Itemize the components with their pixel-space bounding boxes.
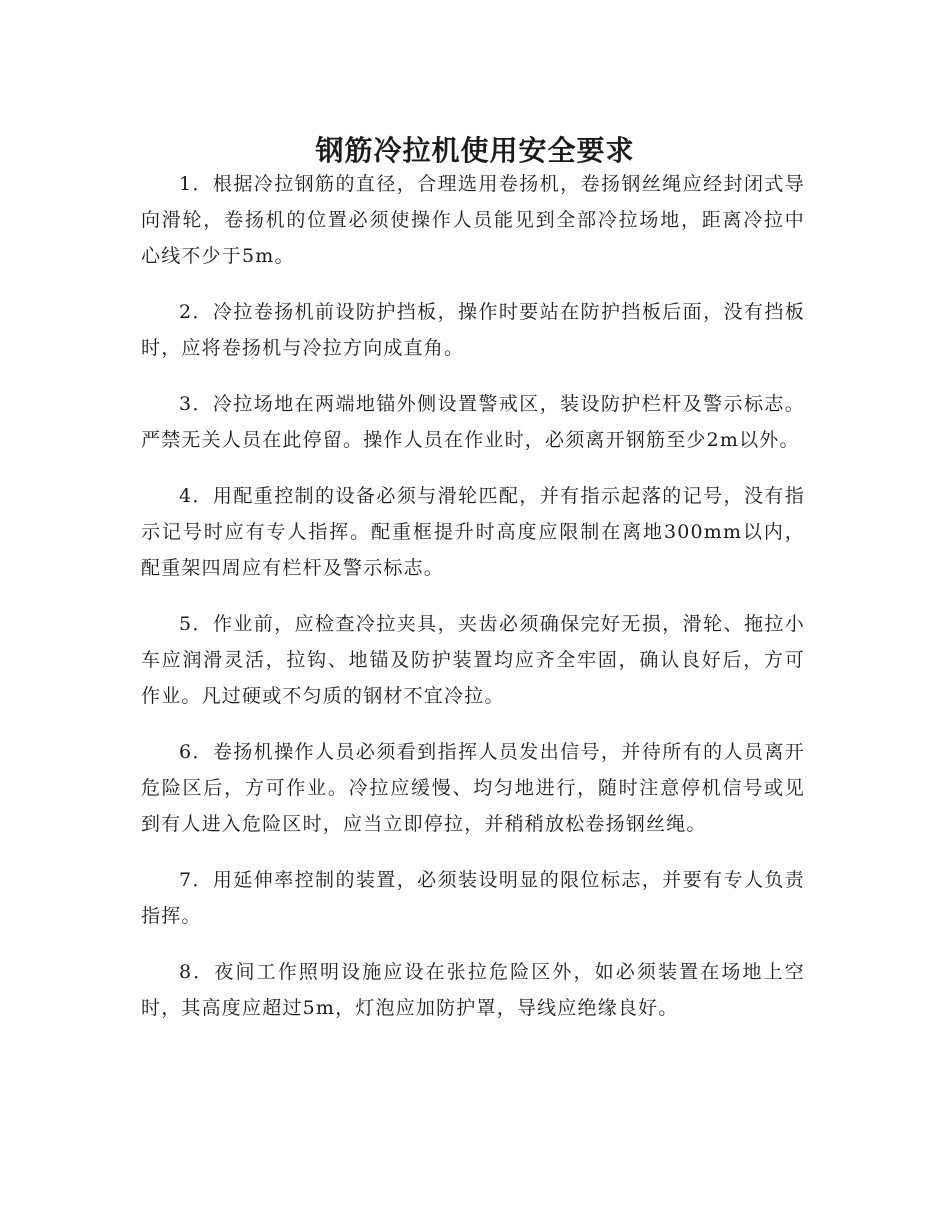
- paragraph-4: 4．用配重控制的设备必须与滑轮匹配，并有指示起落的记号，没有指示记号时应有专人指挥。配重框提升时高度应限制在离地300mm以内，配重架四周应有栏杆及警示标志。: [141, 485, 805, 579]
- paragraph-1: 1．根据冷拉钢筋的直径，合理选用卷扬机，卷扬钢丝绳应经封闭式导向滑轮，卷扬机的位置必须使操作人员能见到全部冷拉场地，距离冷拉中心线不少于5m。: [141, 173, 805, 267]
- paragraph-5: 5．作业前，应检查冷拉夹具，夹齿必须确保完好无损，滑轮、拖拉小车应润滑灵活，拉钩、地锚及防护装置均应齐全牢固，确认良好后，方可作业。凡过硬或不匀质的钢材不宜冷拉。: [141, 613, 805, 707]
- paragraph-7: 7．用延伸率控制的装置，必须装设明显的限位标志，并要有专人负责指挥。: [141, 869, 805, 927]
- paragraph-8: 8．夜间工作照明设施应设在张拉危险区外，如必须装置在场地上空时，其高度应超过5m，灯泡应加防护罩，导线应绝缘良好。: [141, 961, 805, 1019]
- paragraph-3: 3．冷拉场地在两端地锚外侧设置警戒区，装设防护栏杆及警示标志。严禁无关人员在此停留。操作人员在作业时，必须离开钢筋至少2m以外。: [141, 393, 805, 451]
- paragraph-2: 2．冷拉卷扬机前设防护挡板，操作时要站在防护挡板后面，没有挡板时，应将卷扬机与冷拉方向成直角。: [141, 301, 805, 359]
- document-title: 钢筋冷拉机使用安全要求: [315, 133, 635, 167]
- paragraph-6: 6．卷扬机操作人员必须看到指挥人员发出信号，并待所有的人员离开危险区后，方可作业。冷拉应缓慢、均匀地进行，随时注意停机信号或见到有人进入危险区时，应当立即停拉，并稍稍放松卷扬钢丝绳。: [141, 741, 805, 835]
- document-body: [141, 166, 805, 1046]
